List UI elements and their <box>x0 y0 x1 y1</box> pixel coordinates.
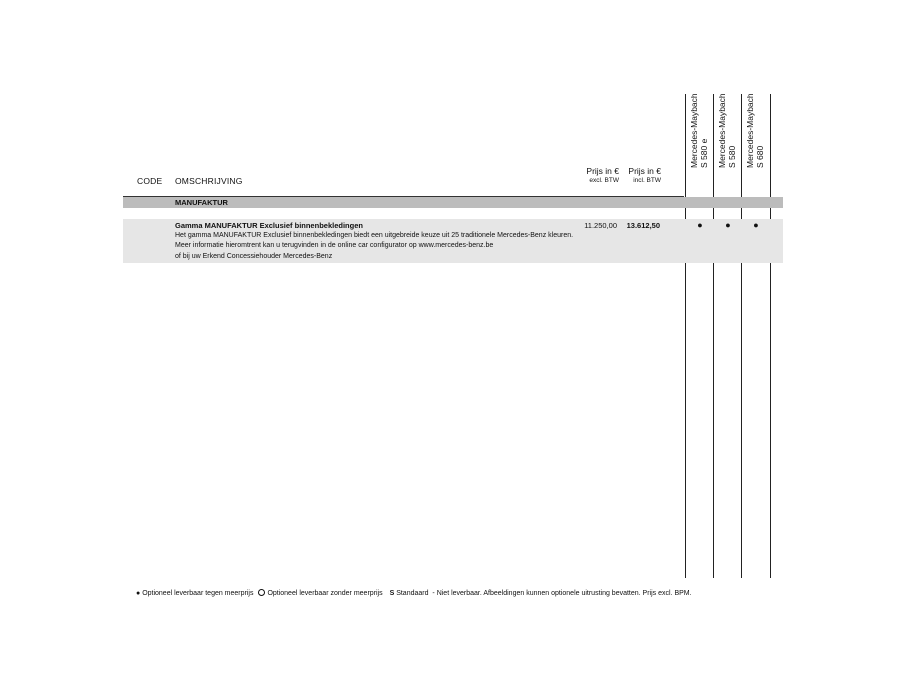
model-header-s580e <box>689 93 715 186</box>
price-incl-title: Prijs in € <box>628 166 661 176</box>
price-excl-subtitle: excl. BTW <box>589 177 619 184</box>
model-name: Mercedes-Maybach <box>745 93 755 168</box>
legend-rest-text: Niet leverbaar. Afbeeldingen kunnen optionele uitrusting bevatten. Prijs excl. BPM. <box>436 589 692 597</box>
column-header-code: CODE <box>137 176 163 186</box>
model-variant: S 580 <box>727 145 737 168</box>
item-description-line: Meer informatie hieromtrent kan u terugvinden in de online car configurator op www.mercedes-benz.be <box>175 242 494 249</box>
availability-dot: ● <box>753 220 759 230</box>
model-header-s580-text <box>717 93 737 168</box>
legend-standard-text: Standaard <box>396 589 429 597</box>
model-name: Mercedes-Maybach <box>689 93 699 168</box>
price-excl-title: Prijs in € <box>586 166 619 176</box>
column-header-price-excl <box>578 166 619 186</box>
column-divider <box>713 94 714 578</box>
availability-dot: ● <box>725 220 731 230</box>
column-divider <box>741 94 742 578</box>
item-description-line: Het gamma MANUFAKTUR Exclusief binnenbekledingen biedt een uitgebreide keuze uit 25 traditionele Mercedes-Benz kleuren. <box>175 232 574 239</box>
legend <box>136 589 692 597</box>
model-header-s680-text <box>745 93 765 168</box>
filled-dot-icon: ● <box>136 589 141 597</box>
model-header-s580 <box>717 93 743 186</box>
standard-symbol: S <box>389 589 395 597</box>
column-divider <box>685 94 686 578</box>
model-header-s580e-text <box>689 93 709 168</box>
column-header-price-incl <box>622 166 661 186</box>
model-name: Mercedes-Maybach <box>717 93 727 168</box>
item-price-excl: 11.250,00 <box>584 221 617 230</box>
legend-filled-text: Optioneel leverbaar tegen meerprijs <box>142 589 254 597</box>
section-title: MANUFAKTUR <box>175 198 228 207</box>
item-title: Gamma MANUFAKTUR Exclusief binnenbekledingen <box>175 221 363 230</box>
availability-dot: ● <box>697 220 703 230</box>
column-header-description: OMSCHRIJVING <box>175 176 243 186</box>
item-description-line: of bij uw Erkend Concessiehouder Mercedes-Benz <box>175 253 333 260</box>
model-variant: S 680 <box>755 145 765 168</box>
item-price-incl: 13.612,50 <box>626 221 660 230</box>
legend-open-text: Optioneel leverbaar zonder meerprijs <box>267 589 383 597</box>
model-header-s680 <box>745 93 771 186</box>
model-variant: S 580 e <box>699 138 709 168</box>
column-divider <box>770 94 771 578</box>
dash-symbol: - <box>432 589 435 597</box>
price-incl-subtitle: incl. BTW <box>633 177 661 184</box>
open-circle-icon <box>258 589 265 596</box>
